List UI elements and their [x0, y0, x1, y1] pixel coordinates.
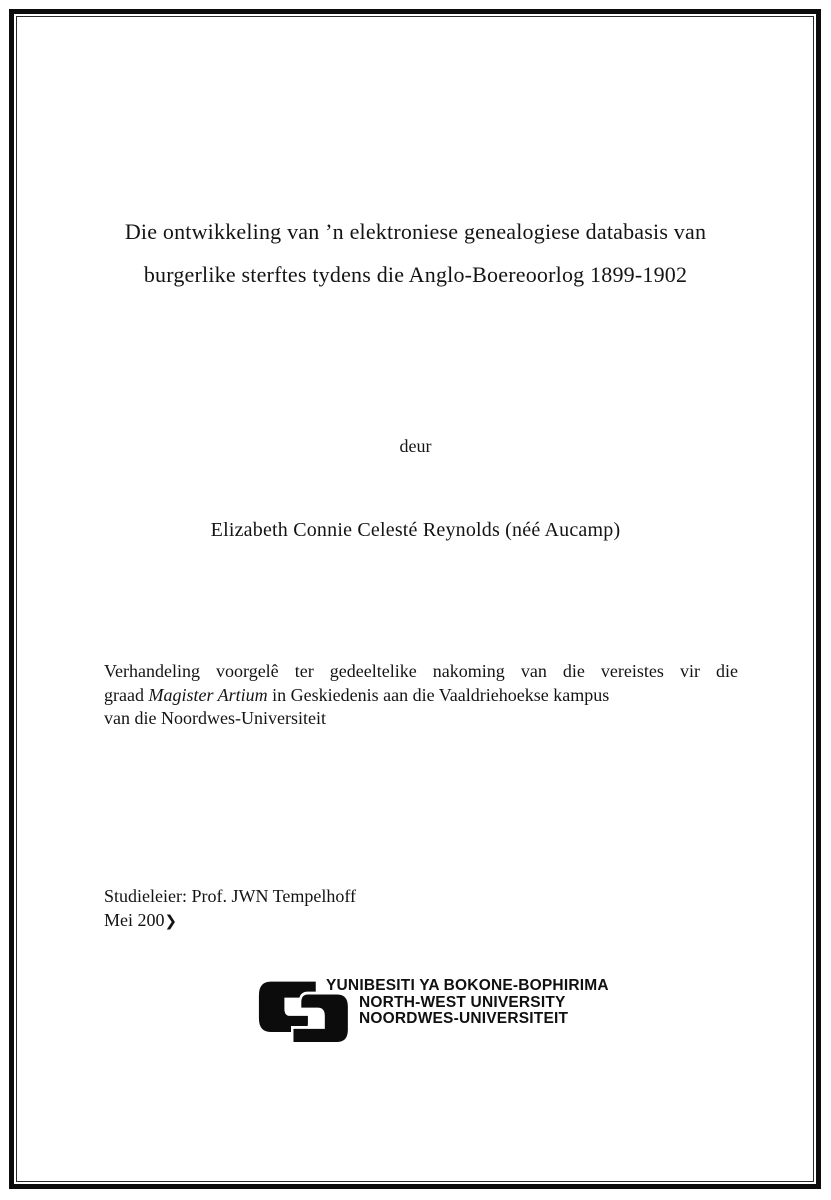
thesis-title-line2: burgerlike sterftes tydens die Anglo-Boereoorlog 1899-1902: [143, 262, 688, 287]
university-name-block: [326, 978, 609, 1028]
university-name-setswana: YUNIBESITI YA BOKONE-BOPHIRIMA: [326, 977, 609, 994]
date-text: Mei 200: [104, 910, 165, 930]
university-logo: [255, 974, 609, 1054]
thesis-title: [60, 210, 771, 296]
supervisor-and-date: [104, 884, 356, 933]
statement-line1: Verhandeling voorgelê ter gedeeltelike nakoming van die vereistes vir die: [104, 661, 738, 681]
degree-name: Magister Artium: [148, 684, 268, 705]
degree-statement: [104, 660, 738, 731]
statement-line2-suffix: in Geskiedenis aan die Vaaldriehoekse kampus: [267, 684, 610, 705]
university-name-afrikaans: NOORDWES-UNIVERSITEIT: [359, 1010, 569, 1027]
author-name: Elizabeth Connie Celesté Reynolds (néé Aucamp): [210, 519, 621, 541]
date-last-digit-glyph: ❯: [164, 912, 177, 930]
university-name-english: NORTH-WEST UNIVERSITY: [359, 993, 566, 1011]
supervisor-line: Studieleier: Prof. JWN Tempelhoff: [104, 886, 357, 906]
statement-line3: van die Noordwes-Universiteit: [104, 708, 326, 728]
thesis-title-line1: Die ontwikkeling van ’n elektroniese genealogiese databasis van: [124, 219, 707, 244]
statement-line2-prefix: graad: [104, 684, 149, 705]
date-line: [104, 908, 356, 933]
byline-deur: deur: [399, 436, 432, 456]
statement-line2: [104, 684, 738, 708]
